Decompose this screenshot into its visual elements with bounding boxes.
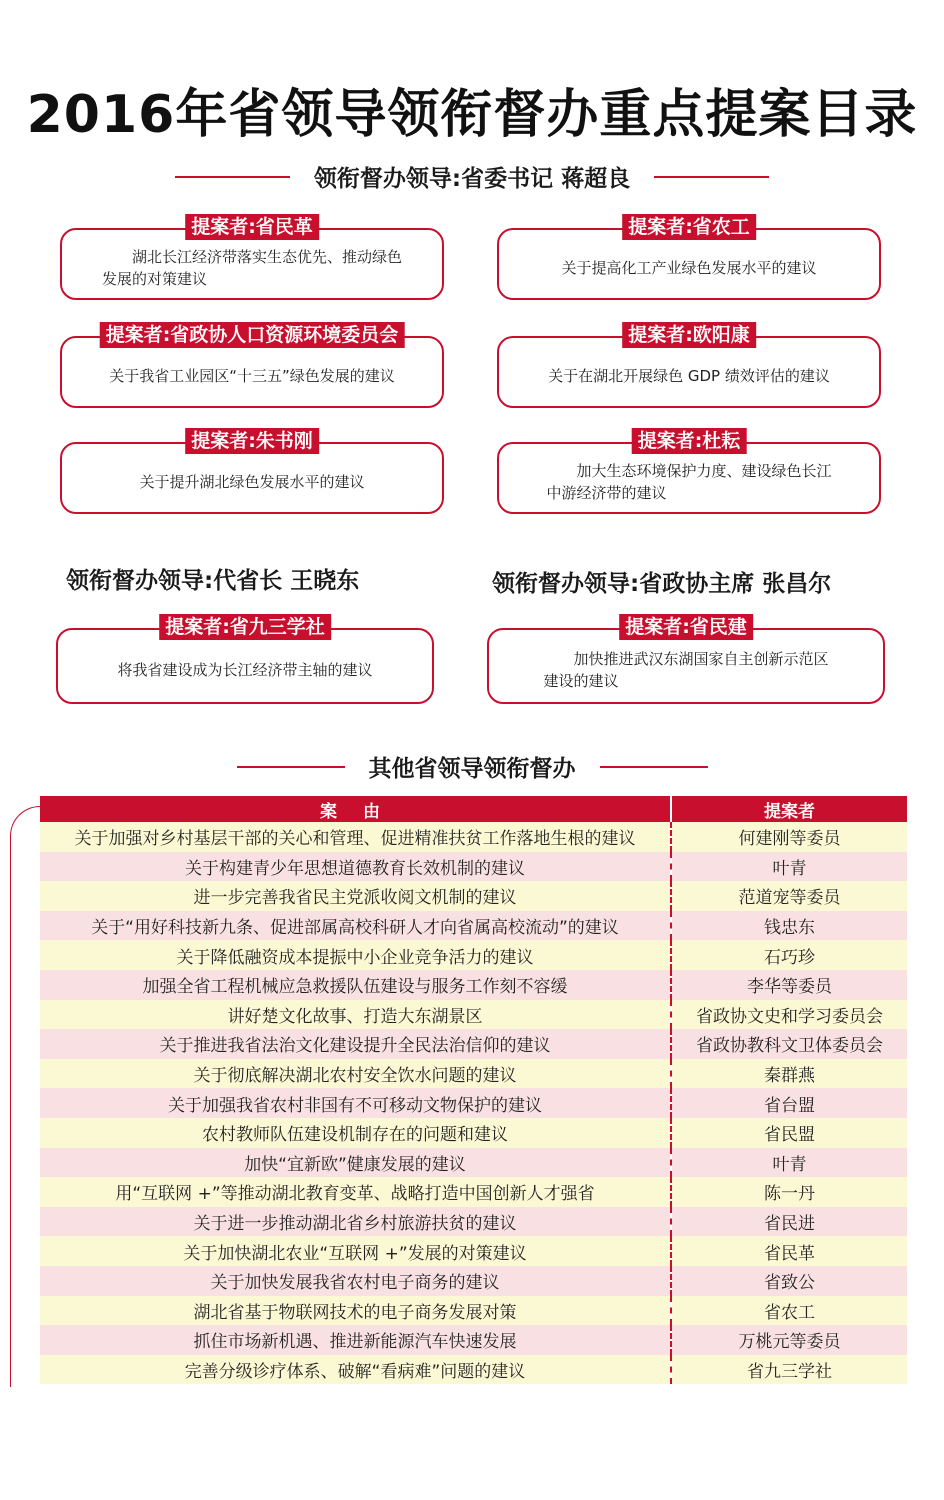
proposal-card — [487, 614, 885, 704]
proposal-title-cell: 进一步完善我省民主党派收阅文机制的建议 — [40, 881, 671, 911]
proposal-card — [497, 428, 881, 514]
proposal-text — [82, 462, 422, 502]
section-rule-right — [654, 176, 769, 178]
table-row — [40, 1148, 907, 1178]
proposer-tag: 提案者:省民革 — [185, 214, 319, 240]
proposer-cell: 李华等委员 — [671, 970, 907, 1000]
proposer-cell: 省民进 — [671, 1207, 907, 1237]
proposal-text — [519, 356, 859, 396]
section-title-leader3: 领衔督办领导:省政协主席 张昌尔 — [492, 571, 832, 597]
proposer-cell: 叶青 — [671, 1148, 907, 1178]
table-row — [40, 1177, 907, 1207]
proposal-table — [40, 796, 907, 1384]
proposer-cell: 省台盟 — [671, 1088, 907, 1118]
proposal-title-cell: 关于进一步推动湖北省乡村旅游扶贫的建议 — [40, 1207, 671, 1237]
table-row — [40, 1325, 907, 1355]
proposal-text — [78, 648, 412, 692]
proposal-title-cell: 关于彻底解决湖北农村安全饮水问题的建议 — [40, 1059, 671, 1089]
table-row — [40, 1000, 907, 1030]
proposal-card — [497, 214, 881, 300]
proposer-tag: 提案者:省民建 — [619, 614, 753, 640]
proposal-text — [519, 462, 859, 502]
proposer-cell: 范道宠等委员 — [671, 881, 907, 911]
table-row — [40, 1118, 907, 1148]
table-bracket-left — [10, 806, 41, 1387]
proposer-cell: 钱忠东 — [671, 911, 907, 941]
section-rule-right — [600, 766, 708, 768]
table-row — [40, 1296, 907, 1326]
proposal-title-cell: 加强全省工程机械应急救援队伍建设与服务工作刻不容缓 — [40, 970, 671, 1000]
proposal-title-cell: 讲好楚文化故事、打造大东湖景区 — [40, 1000, 671, 1030]
proposer-cell: 陈一丹 — [671, 1177, 907, 1207]
proposal-title-cell: 农村教师队伍建设机制存在的问题和建议 — [40, 1118, 671, 1148]
proposal-line: 关于提高化工产业绿色发展水平的建议 — [561, 259, 817, 277]
proposal-text — [519, 248, 859, 288]
proposer-cell: 省政协教科文卫体委员会 — [671, 1029, 907, 1059]
proposal-title-cell: 关于加快发展我省农村电子商务的建议 — [40, 1266, 671, 1296]
section-title-others: 其他省领导领衔督办 — [368, 756, 576, 782]
section-header-others — [0, 750, 944, 783]
proposer-cell: 省九三学社 — [671, 1355, 907, 1385]
proposal-title-cell: 关于推进我省法治文化建设提升全民法治信仰的建议 — [40, 1029, 671, 1059]
proposal-text — [509, 648, 863, 692]
proposal-card — [60, 428, 444, 514]
section-header-leader1 — [0, 160, 944, 193]
proposal-title-cell: 关于加快湖北农业“互联网 +”发展的对策建议 — [40, 1236, 671, 1266]
proposer-cell: 叶青 — [671, 852, 907, 882]
table-row — [40, 881, 907, 911]
proposer-tag: 提案者:欧阳康 — [622, 322, 756, 348]
proposal-line: 发展的对策建议 — [101, 270, 207, 288]
proposal-title-cell: 抓住市场新机遇、推进新能源汽车快速发展 — [40, 1325, 671, 1355]
proposal-title-cell: 关于降低融资成本提振中小企业竞争活力的建议 — [40, 940, 671, 970]
table-row — [40, 1207, 907, 1237]
proposal-card — [60, 214, 444, 300]
proposal-line: 加大生态环境保护力度、建设绿色长江 — [576, 462, 832, 480]
page-title: 2016年省领导领衔督办重点提案目录 — [26, 85, 918, 145]
proposal-text — [82, 248, 422, 288]
table-row — [40, 940, 907, 970]
proposal-card — [60, 322, 444, 408]
proposer-cell: 省致公 — [671, 1266, 907, 1296]
section-rule-left — [175, 176, 290, 178]
proposal-title-cell: 关于加强对乡村基层干部的关心和管理、促进精准扶贫工作落地生根的建议 — [40, 822, 671, 852]
section-rule-left — [237, 766, 345, 768]
proposal-line: 中游经济带的建议 — [546, 484, 667, 502]
column-header-case: 案 由 — [40, 796, 671, 822]
section-title-leader1: 领衔督办领导:省委书记 蒋超良 — [313, 166, 631, 192]
table-body — [40, 822, 907, 1384]
proposal-title-cell: 关于构建青少年思想道德教育长效机制的建议 — [40, 852, 671, 882]
proposer-cell: 万桃元等委员 — [671, 1325, 907, 1355]
proposer-cell: 省民盟 — [671, 1118, 907, 1148]
table-row — [40, 822, 907, 852]
proposal-title-cell: 湖北省基于物联网技术的电子商务发展对策 — [40, 1296, 671, 1326]
table-row — [40, 911, 907, 941]
proposer-cell: 省农工 — [671, 1296, 907, 1326]
proposal-line: 关于我省工业园区“十三五”绿色发展的建议 — [109, 367, 395, 385]
table-header-row — [40, 796, 907, 822]
table-row — [40, 1029, 907, 1059]
proposer-tag: 提案者:省农工 — [622, 214, 756, 240]
proposer-cell: 省政协文史和学习委员会 — [671, 1000, 907, 1030]
proposer-cell: 省民革 — [671, 1236, 907, 1266]
proposer-tag: 提案者:朱书刚 — [185, 428, 319, 454]
proposal-card — [56, 614, 434, 704]
table-row — [40, 1059, 907, 1089]
column-header-proposer: 提案者 — [671, 796, 907, 822]
proposal-line: 湖北长江经济带落实生态优先、推动绿色 — [131, 248, 402, 266]
proposal-text — [82, 356, 422, 396]
section-title-leader2: 领衔督办领导:代省长 王晓东 — [66, 568, 360, 594]
proposer-cell: 何建刚等委员 — [671, 822, 907, 852]
proposal-line: 建设的建议 — [543, 672, 619, 690]
proposal-title-cell: 关于加强我省农村非国有不可移动文物保护的建议 — [40, 1088, 671, 1118]
table-row — [40, 1236, 907, 1266]
proposal-line: 关于在湖北开展绿色 GDP 绩效评估的建议 — [548, 367, 830, 385]
table-row — [40, 970, 907, 1000]
proposer-tag: 提案者:省政协人口资源环境委员会 — [100, 322, 405, 348]
proposal-title-cell: 完善分级诊疗体系、破解“看病难”问题的建议 — [40, 1355, 671, 1385]
proposer-tag: 提案者:杜耘 — [632, 428, 747, 454]
proposal-title-cell: 加快“宜新欧”健康发展的建议 — [40, 1148, 671, 1178]
proposal-title-cell: 关于“用好科技新九条、促进部属高校科研人才向省属高校流动”的建议 — [40, 911, 671, 941]
proposal-card — [497, 322, 881, 408]
proposal-line: 关于提升湖北绿色发展水平的建议 — [139, 473, 365, 491]
proposal-title-cell: 用“互联网 +”等推动湖北教育变革、战略打造中国创新人才强省 — [40, 1177, 671, 1207]
proposal-line: 将我省建设成为长江经济带主轴的建议 — [117, 661, 373, 679]
proposal-line: 加快推进武汉东湖国家自主创新示范区 — [573, 650, 829, 668]
table-row — [40, 1266, 907, 1296]
table-row — [40, 1088, 907, 1118]
proposer-cell: 石巧珍 — [671, 940, 907, 970]
proposer-cell: 秦群燕 — [671, 1059, 907, 1089]
proposer-tag: 提案者:省九三学社 — [159, 614, 331, 640]
table-row — [40, 1355, 907, 1385]
table-row — [40, 852, 907, 882]
